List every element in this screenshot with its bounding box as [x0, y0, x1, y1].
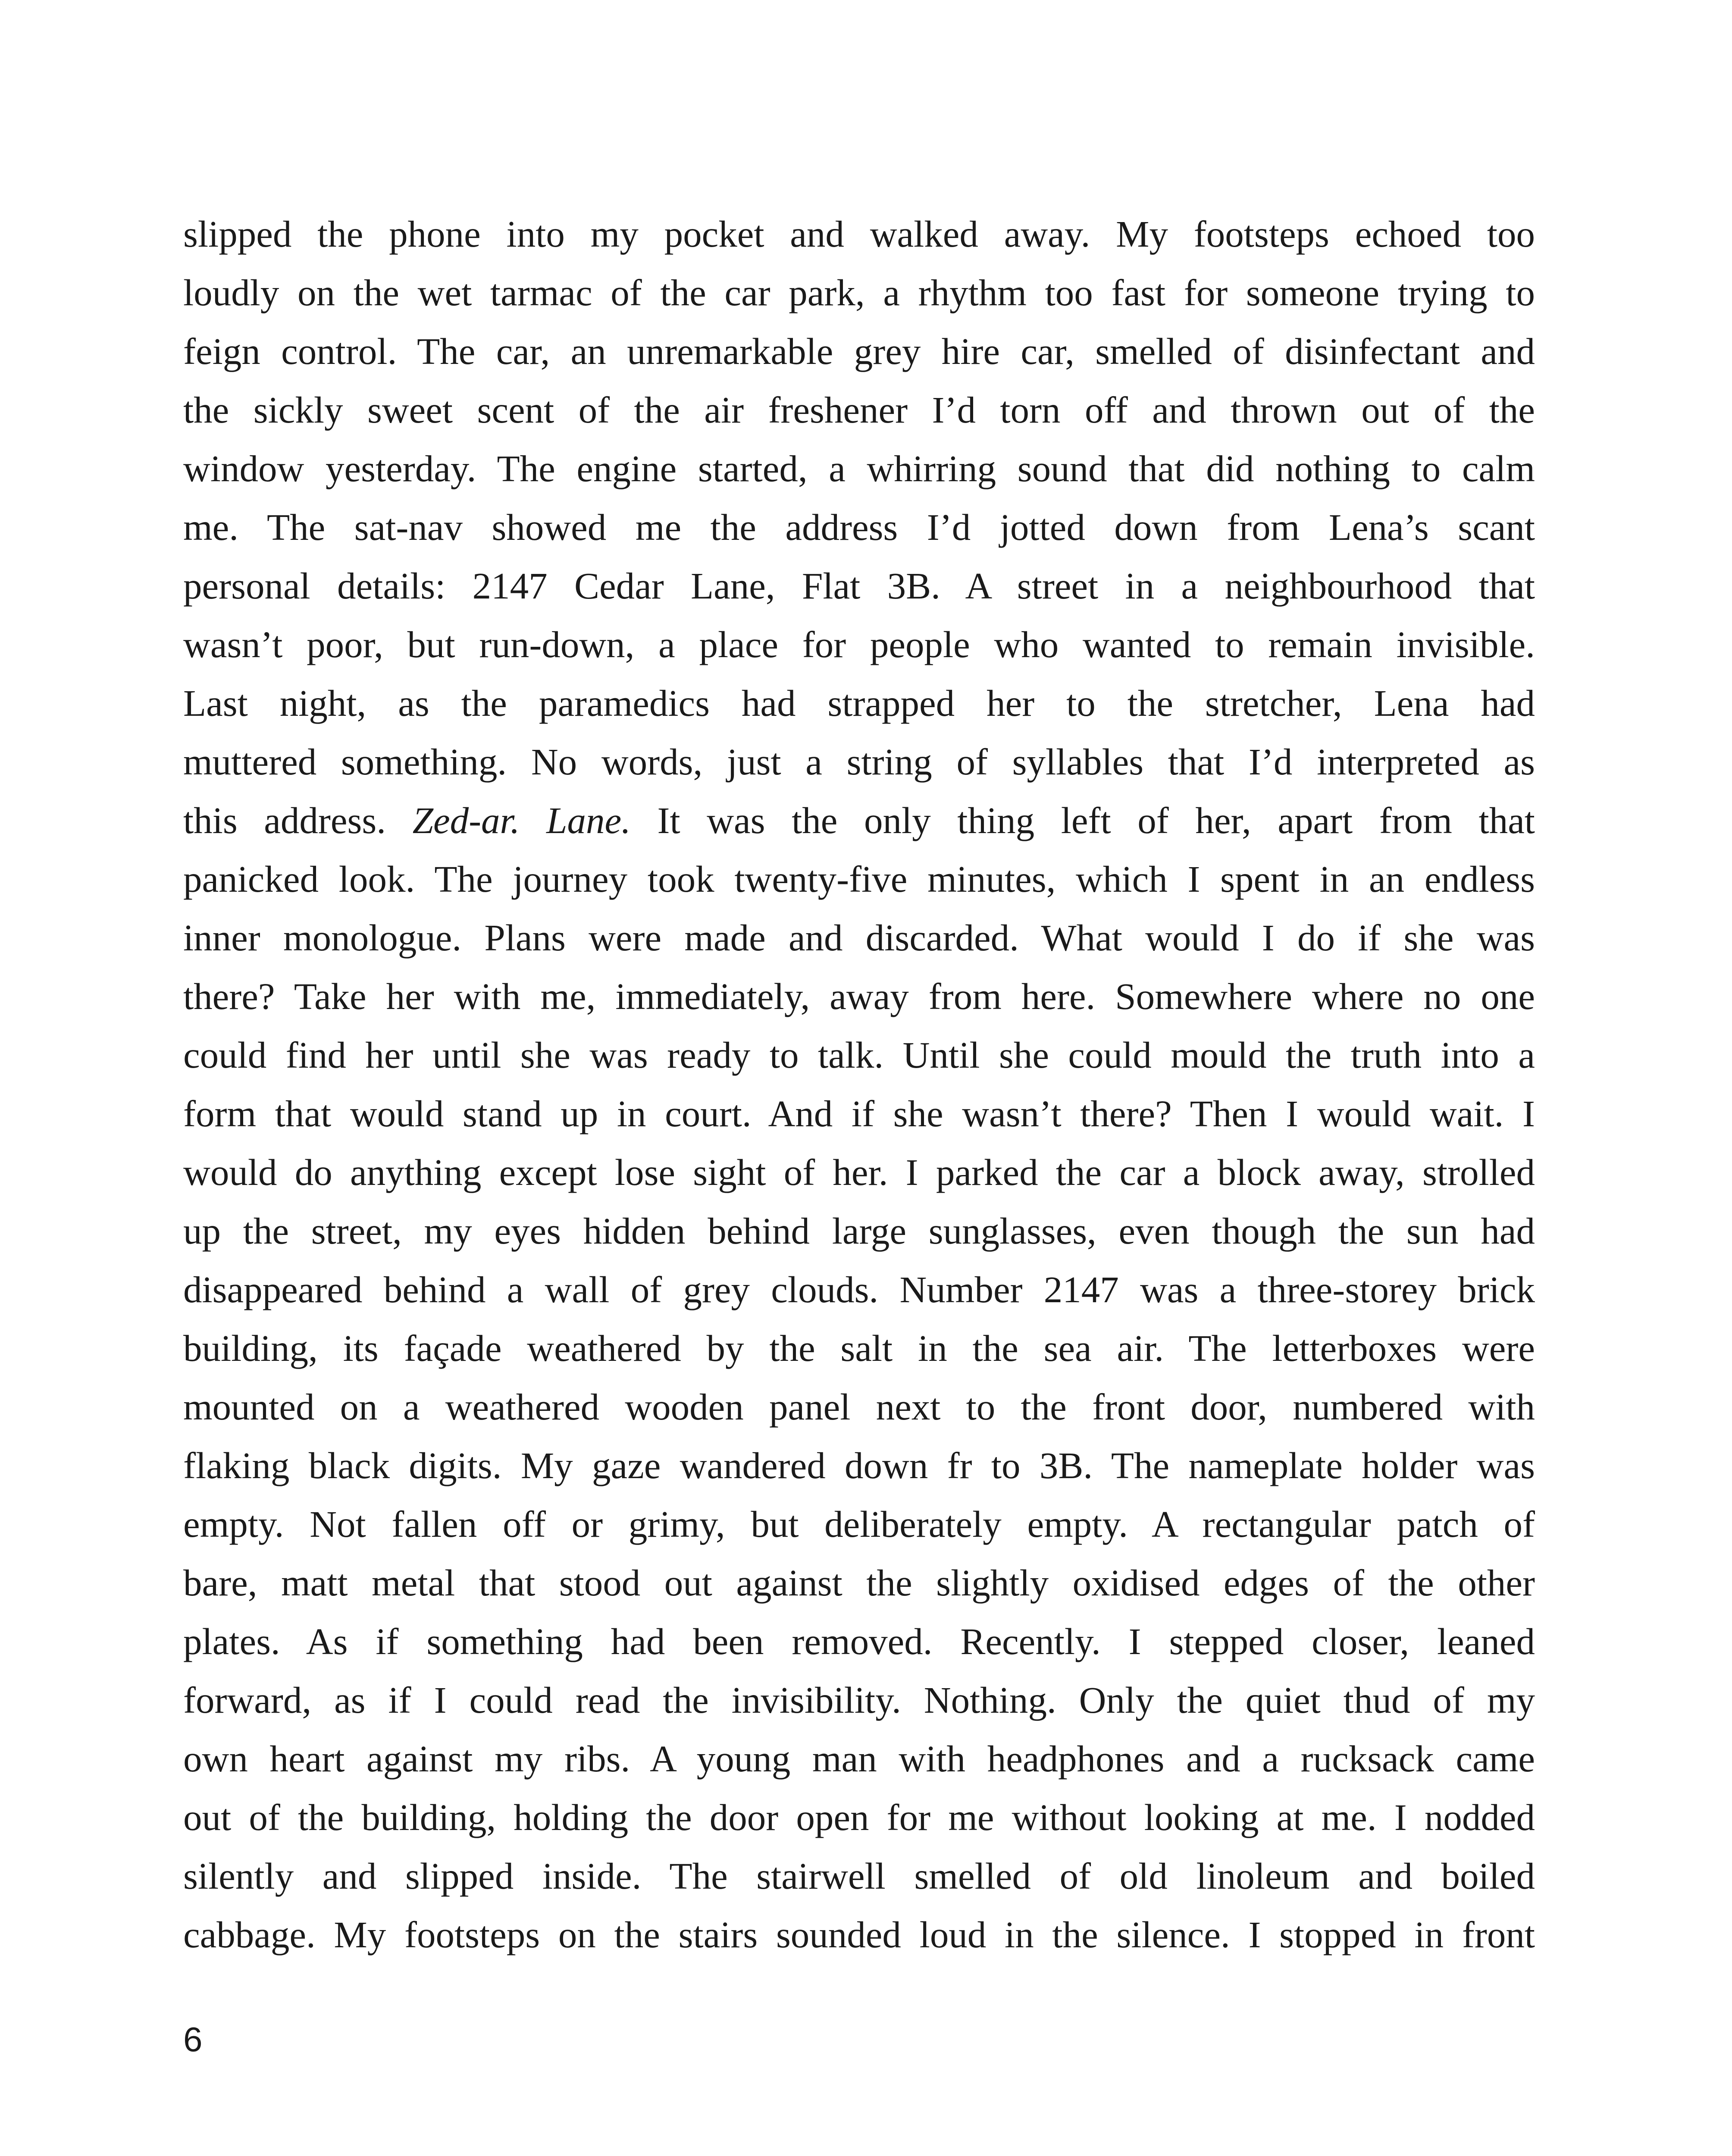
text-line: slipped the phone into my pocket and walked away. My footsteps echoed too: [183, 213, 1535, 255]
text-line: panicked look. The journey took twenty-five minutes, which I spent in an endless: [183, 858, 1535, 900]
text-line: mounted on a weathered wooden panel next to the front door, numbered with: [183, 1386, 1535, 1428]
text-line-with-italic: [183, 791, 1535, 850]
text-line: plates. As if something had been removed. Recently. I stepped closer, leaned: [183, 1620, 1535, 1662]
text-segment: this address.: [183, 799, 413, 841]
text-line: silently and slipped inside. The stairwell smelled of old linoleum and boiled: [183, 1855, 1535, 1897]
text-line: the sickly sweet scent of the air freshener I’d torn off and thrown out of the: [183, 389, 1535, 431]
text-line: cabbage. My footsteps on the stairs sounded loud in the silence. I stopped in front: [183, 1914, 1535, 1955]
text-line: flaking black digits. My gaze wandered down fr to 3B. The nameplate holder was: [183, 1445, 1535, 1486]
body-text: [183, 205, 1535, 1964]
italic-phrase: Zed-ar. Lane.: [412, 799, 631, 841]
text-line: loudly on the wet tarmac of the car park, a rhythm too fast for someone trying to: [183, 272, 1535, 313]
text-line: wasn’t poor, but run-down, a place for people who wanted to remain invisible.: [183, 624, 1535, 665]
text-line: could find her until she was ready to talk. Until she could mould the truth into a: [183, 1034, 1535, 1076]
text-line: disappeared behind a wall of grey clouds. Number 2147 was a three-storey brick: [183, 1269, 1535, 1310]
text-line: there? Take her with me, immediately, away from here. Somewhere where no one: [183, 975, 1535, 1017]
text-line: out of the building, holding the door open for me without looking at me. I nodded: [183, 1796, 1535, 1838]
text-line: feign control. The car, an unremarkable grey hire car, smelled of disinfectant and: [183, 330, 1535, 372]
text-line: me. The sat-nav showed me the address I’d jotted down from Lena’s scant: [183, 506, 1535, 548]
text-line: muttered something. No words, just a string of syllables that I’d interpreted as: [183, 741, 1535, 783]
text-line: own heart against my ribs. A young man with headphones and a rucksack came: [183, 1738, 1535, 1780]
text-segment: It was the only thing left of her, apart from that: [630, 799, 1535, 841]
text-line: empty. Not fallen off or grimy, but deliberately empty. A rectangular patch of: [183, 1503, 1535, 1545]
text-line: would do anything except lose sight of her. I parked the car a block away, strolled: [183, 1151, 1535, 1193]
text-line: personal details: 2147 Cedar Lane, Flat 3B. A street in a neighbourhood that: [183, 565, 1535, 607]
text-line: bare, matt metal that stood out against the slightly oxidised edges of the other: [183, 1562, 1535, 1604]
text-line: window yesterday. The engine started, a whirring sound that did nothing to calm: [183, 448, 1535, 489]
text-line: up the street, my eyes hidden behind large sunglasses, even though the sun had: [183, 1210, 1535, 1252]
text-line: building, its façade weathered by the salt in the sea air. The letterboxes were: [183, 1327, 1535, 1369]
page-number: 6: [183, 2020, 203, 2059]
text-line: forward, as if I could read the invisibility. Nothing. Only the quiet thud of my: [183, 1679, 1535, 1721]
text-line: inner monologue. Plans were made and discarded. What would I do if she was: [183, 917, 1535, 959]
text-line: Last night, as the paramedics had strapped her to the stretcher, Lena had: [183, 682, 1535, 724]
text-line: form that would stand up in court. And if she wasn’t there? Then I would wait. I: [183, 1093, 1535, 1134]
